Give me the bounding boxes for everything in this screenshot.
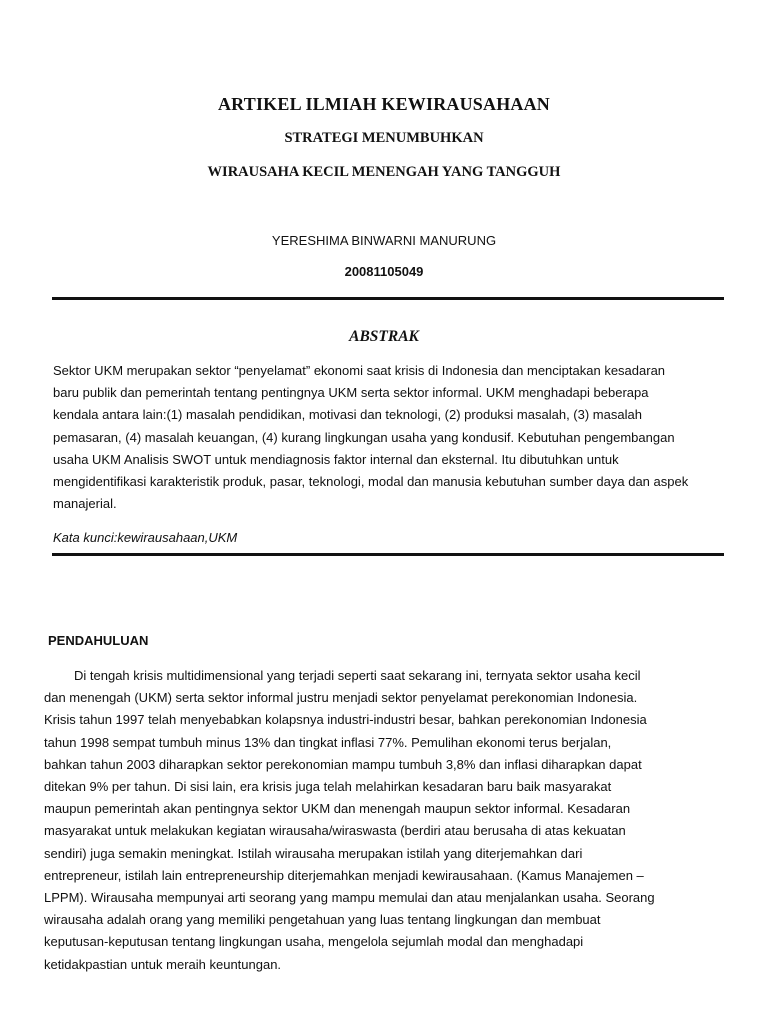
body-line: LPPM). Wirausaha mempunyai arti seorang yang mampu memulai dan atau menjalankan usaha. Seorang — [44, 890, 655, 906]
body-line: dan menengah (UKM) serta sektor informal justru menjadi sektor penyelamat perekonomian Indonesia. — [44, 690, 638, 706]
student-id: 20081105049 — [344, 264, 424, 279]
keywords: Kata kunci:kewirausahaan,UKM — [53, 530, 238, 545]
body-line: maupun pemerintah akan pentingnya sektor UKM dan menengah maupun sektor informal. Kesadaran — [44, 801, 631, 817]
abstract-line: baru publik dan pemerintah tentang pentingnya UKM serta sektor informal. UKM menghadapi beberapa — [53, 385, 649, 401]
abstract-heading: ABSTRAK — [349, 328, 419, 345]
introduction-body — [44, 665, 655, 976]
body-line: entrepreneur, istilah lain entrepreneurship diterjemahkan menjadi kewirausahaan. (Kamus Manajemen – — [44, 867, 644, 883]
body-line: keputusan-keputusan tentang lingkungan usaha, mengelola sejumlah modal dan menghadapi — [44, 934, 584, 950]
body-line: bahkan tahun 2003 diharapkan sektor perekonomian mampu tumbuh 3,8% dan inflasi diharapkan dapat — [44, 756, 642, 772]
abstract-line: usaha UKM Analisis SWOT untuk mendiagnosis faktor internal dan eksternal. Itu dibutuhkan untuk — [53, 451, 619, 467]
abstract-line: pemasaran, (4) masalah keuangan, (4) kurang lingkungan usaha yang kondusif. Kebutuhan pengembangan — [53, 429, 675, 445]
bottom-divider — [52, 553, 724, 556]
abstract-line: kendala antara lain:(1) masalah pendidikan, motivasi dan teknologi, (2) produksi masalah, (3) masalah — [53, 407, 642, 423]
body-line: ketidakpastian untuk meraih keuntungan. — [44, 956, 282, 972]
body-line: sendiri) juga semakin meningkat. Istilah wirausaha merupakan istilah yang diterjemahkan dari — [44, 845, 583, 861]
author-name: YERESHIMA BINWARNI MANURUNG — [271, 233, 497, 248]
abstract-body — [53, 360, 738, 515]
body-line: wirausaha adalah orang yang memiliki pengetahuan yang luas tentang lingkungan dan membuat — [44, 912, 601, 928]
body-line: tahun 1998 sempat tumbuh minus 13% dan tingkat inflasi 77%. Pemulihan ekonomi terus berjalan, — [44, 734, 612, 750]
abstract-line: Sektor UKM merupakan sektor “penyelamat” ekonomi saat krisis di Indonesia dan menciptakan kesadaran — [53, 363, 666, 378]
subtitle-line-2: WIRAUSAHA KECIL MENENGAH YANG TANGGUH — [207, 164, 561, 180]
body-line: ditekan 9% per tahun. Di sisi lain, era krisis juga telah melahirkan kesadaran baru baik masyarakat — [44, 779, 612, 795]
abstract-line: mengidentifikasi karakteristik produk, pasar, teknologi, modal dan manusia kebutuhan sumber daya dan aspek — [53, 474, 689, 490]
body-line: masyarakat untuk melakukan kegiatan wirausaha/wiraswasta (berdiri atau berusaha di atas kekuatan — [44, 823, 626, 839]
top-divider — [52, 297, 724, 300]
abstract-line: manajerial. — [53, 496, 117, 512]
subtitle-line-1: STRATEGI MENUMBUHKAN — [284, 130, 484, 146]
body-line: Di tengah krisis multidimensional yang terjadi seperti saat sekarang ini, ternyata sektor usaha kecil — [74, 668, 641, 683]
body-line: Krisis tahun 1997 telah menyebabkan kolapsnya industri-industri besar, bahkan perekonomian Indonesia — [44, 712, 647, 728]
document-title: ARTIKEL ILMIAH KEWIRAUSAHAAN — [217, 94, 551, 114]
introduction-heading: PENDAHULUAN — [48, 633, 149, 648]
